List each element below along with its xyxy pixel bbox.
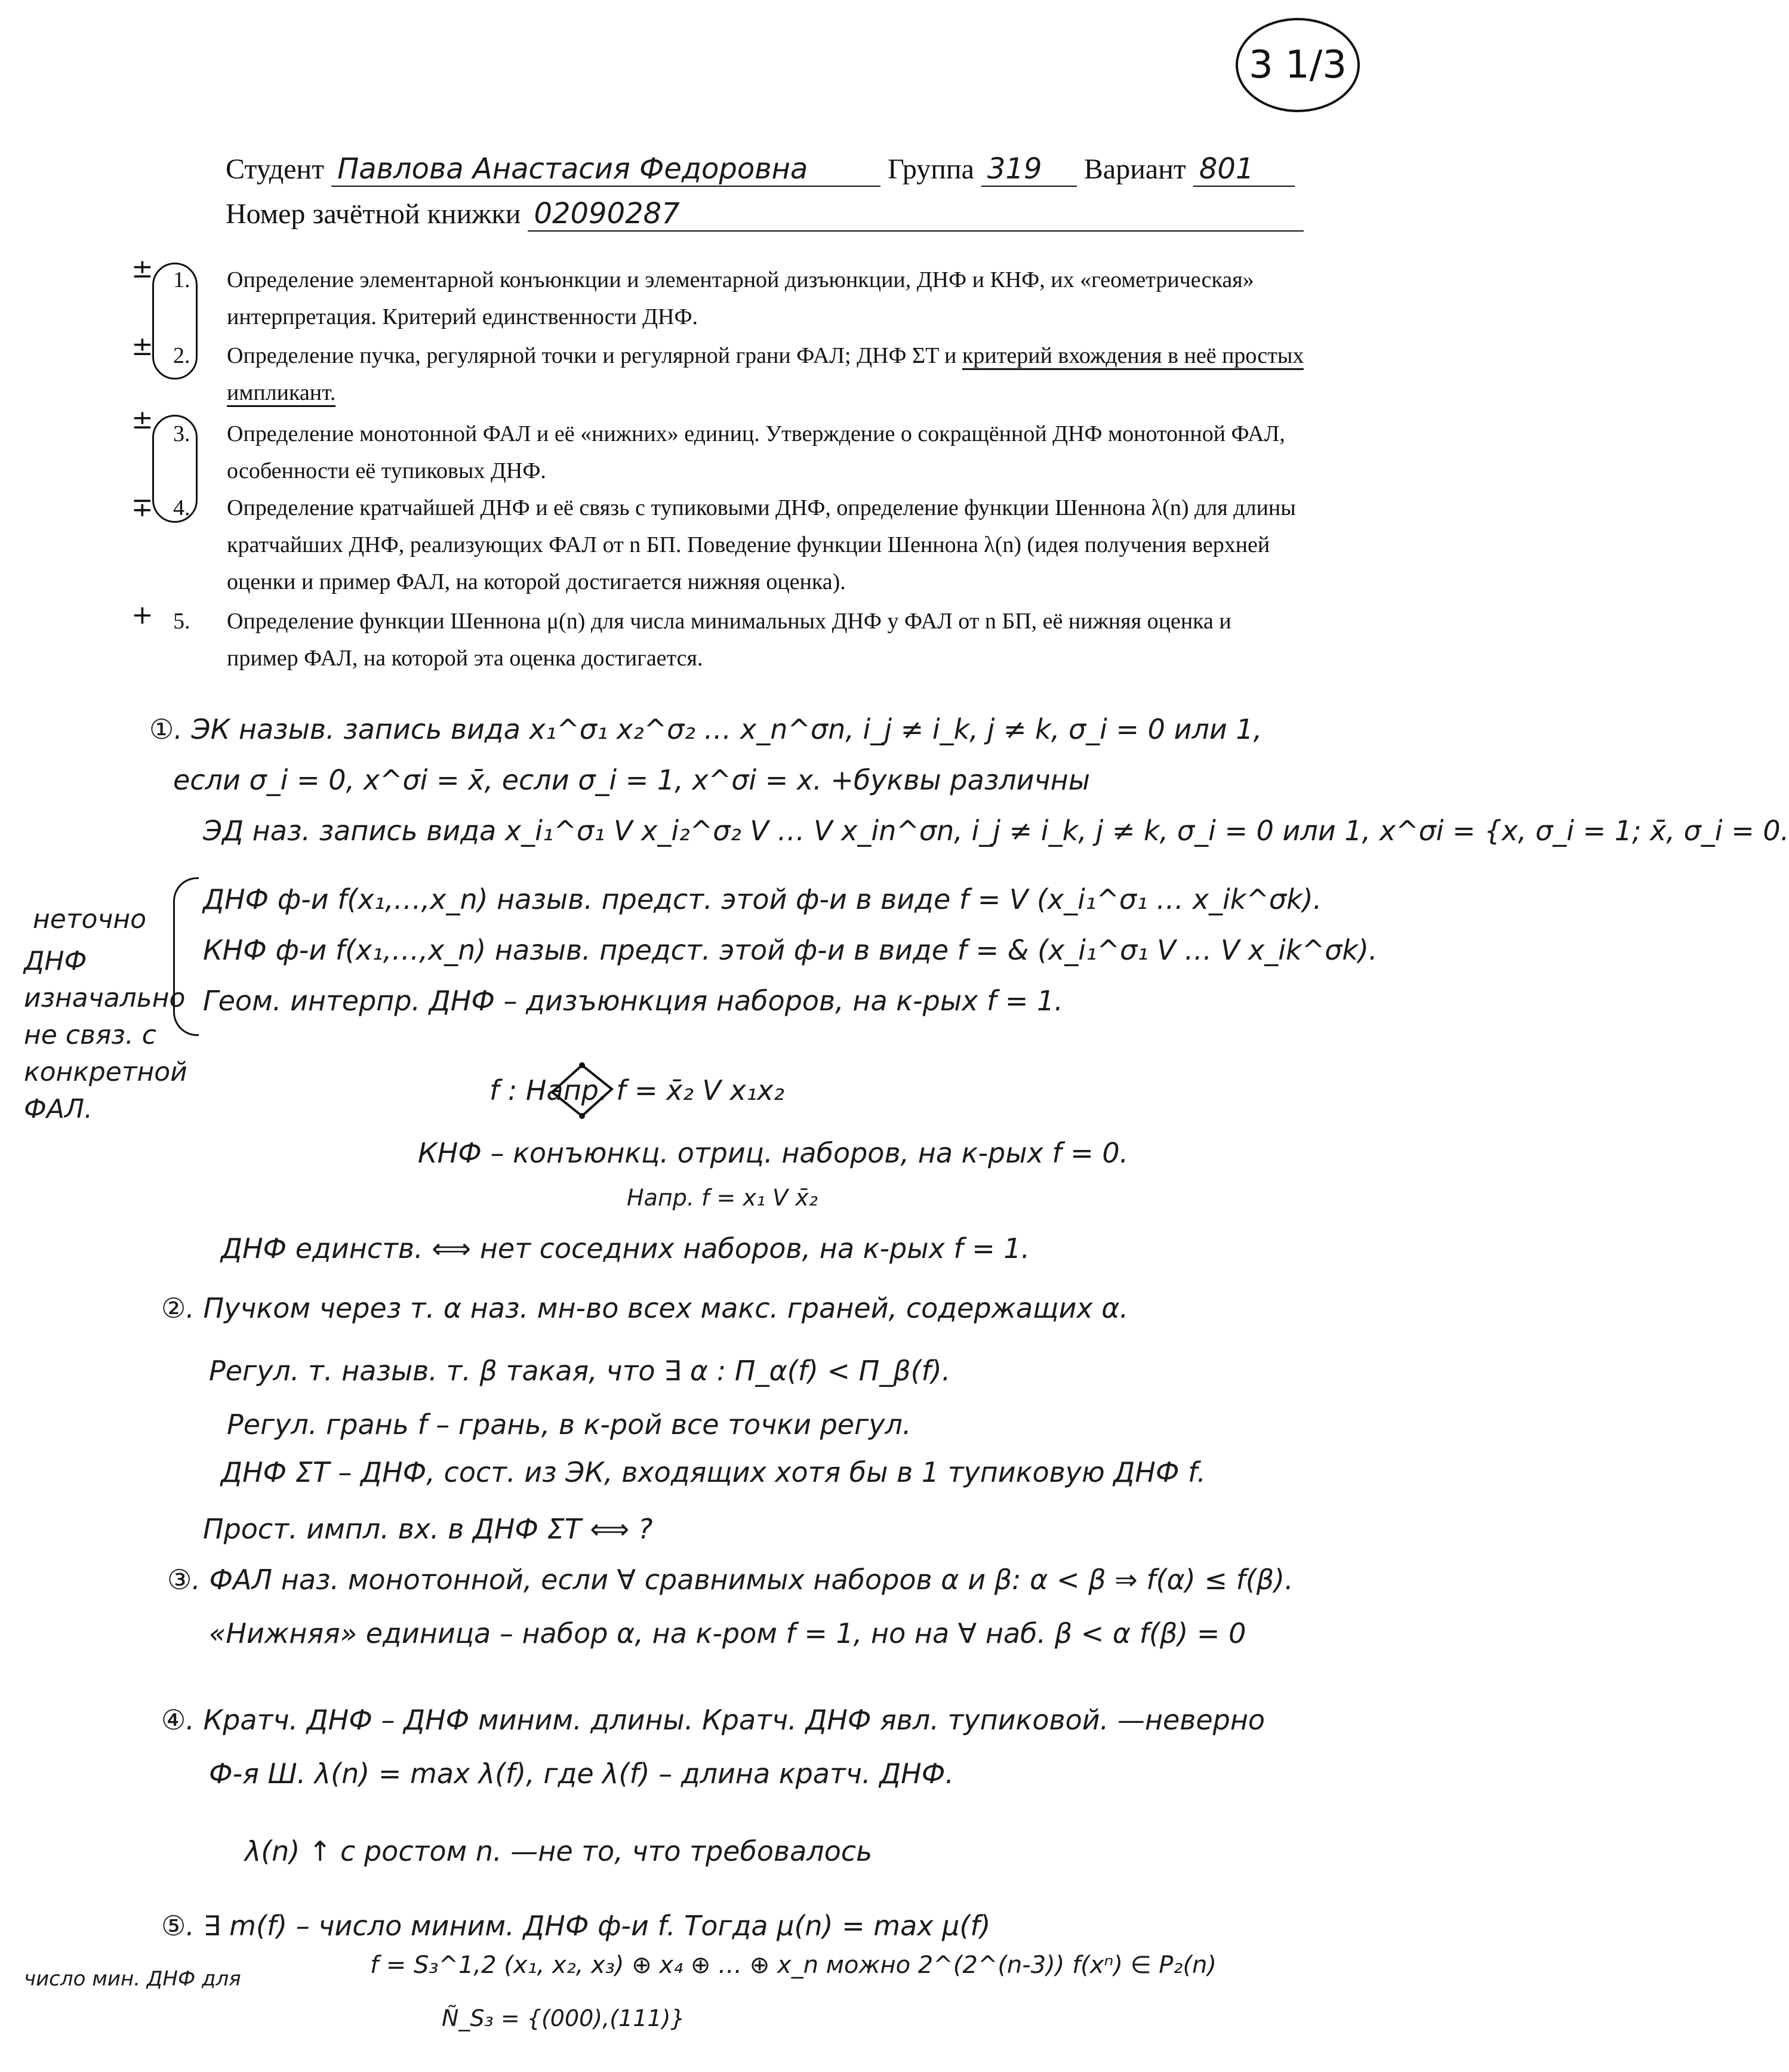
task-text-3: Определение монотонной ФАЛ и её «нижних» единиц. Утверждение о сокращённой ДНФ монотонной ФАЛ, особенности её тупиковых ДНФ. — [227, 421, 1285, 483]
answer-line-17: «Нижняя» единица – набор α, на к-ром f = 1, но на ∀ наб. β < α f(β) = 0 — [209, 1617, 1246, 1649]
task-number-3: 3. — [173, 421, 190, 446]
task-mark-3: ± — [131, 405, 153, 435]
task-mark-1: ± — [131, 254, 153, 284]
task-1 — [173, 261, 1307, 335]
group-label: Группа — [888, 153, 974, 185]
answer-line-9: Напр. f = x₁ V x̄₂ — [627, 1185, 818, 1211]
answer-line-3: ЭД наз. запись вида x_i₁^σ₁ V x_i₂^σ₂ V … V x_in^σn, i_j ≠ i_k, j ≠ k, σ_i = 0 или 1, x^σi = {x, σ_i = 1; x̄, σ_i = 0. — [203, 815, 1789, 847]
task-5 — [173, 603, 1307, 677]
student-label: Студент — [226, 153, 325, 185]
side-note-2: ДНФ изначально не связ. с конкретной ФАЛ. — [24, 946, 187, 1124]
side-note-3: число мин. ДНФ для — [24, 1967, 241, 1991]
student-line — [226, 152, 1295, 187]
answer-line-12: Регул. т. назыв. т. β такая, что ∃ α : П_α(f) < П_β(f). — [209, 1355, 951, 1387]
student-name: Павлова Анастасия Федоровна — [337, 152, 808, 186]
book-line — [226, 197, 1304, 232]
answer-line-8: КНФ – конъюнкц. отриц. наборов, на к-рых f = 0. — [418, 1137, 1129, 1169]
answer-line-10: ДНФ единств. ⟺ нет соседних наборов, на к-рых f = 1. — [221, 1232, 1030, 1265]
answer-line-13: Регул. грань f – грань, в к-рой все точки регул. — [227, 1408, 912, 1441]
side-note-dnf — [24, 943, 187, 1128]
task-mark-4: ∓ — [131, 492, 153, 523]
grade-circle — [1236, 18, 1360, 112]
answer-line-18: ④. Кратч. ДНФ – ДНФ миним. длины. Кратч. ДНФ явл. тупиковой. —неверно — [161, 1704, 1265, 1736]
task-3 — [173, 415, 1307, 489]
answer-line-20: λ(n) ↑ с ростом n. —не то, что требовалось — [245, 1835, 873, 1867]
task-mark-5: + — [131, 600, 153, 630]
variant-label: Вариант — [1083, 153, 1186, 185]
book-number: 02090287 — [534, 197, 680, 230]
task-4 — [173, 489, 1307, 600]
book-label: Номер зачётной книжки — [226, 198, 521, 230]
brace-answer-1 — [173, 877, 199, 1036]
task-number-5: 5. — [173, 609, 190, 634]
answer-line-21: ⑤. ∃ m(f) – число миним. ДНФ ф-и f. Тогда μ(n) = max μ(f) — [161, 1910, 991, 1942]
task-number-2: 2. — [173, 343, 190, 368]
answer-line-5: КНФ ф-и f(x₁,…,x_n) назыв. предст. этой ф-и в виде f = & (x_i₁^σ₁ V … V x_ik^σk). — [203, 934, 1378, 966]
answer-line-23: Ñ_S₃ = {(000),(111)} — [442, 2005, 685, 2031]
side-note-inaccurate — [33, 901, 182, 938]
answer-line-11: ②. Пучком через т. α наз. мн-во всех макс. граней, содержащих α. — [161, 1292, 1129, 1324]
task-number-4: 4. — [173, 495, 190, 520]
task-text-1: Определение элементарной конъюнкции и элементарной дизъюнкции, ДНФ и КНФ, их «геометрическая» интерпретация. Критерий единственности ДНФ. — [227, 267, 1254, 329]
side-note-1: неточно — [33, 904, 147, 935]
task-text-5: Определение функции Шеннона μ(n) для числа минимальных ДНФ у ФАЛ от n БП, её нижняя оценка и пример ФАЛ, на которой эта оценка достигается. — [227, 609, 1231, 671]
answer-line-1: ①. ЭК назыв. запись вида x₁^σ₁ x₂^σ₂ … x_n^σn, i_j ≠ i_k, j ≠ k, σ_i = 0 или 1, — [149, 713, 1263, 745]
task-mark-2: ± — [131, 331, 153, 362]
answer-line-19: Ф-я Ш. λ(n) = max λ(f), где λ(f) – длина кратч. ДНФ. — [209, 1758, 954, 1790]
task-2 — [173, 337, 1307, 411]
answer-line-4: ДНФ ф-и f(x₁,…,x_n) назыв. предст. этой ф-и в виде f = V (x_i₁^σ₁ … x_ik^σk). — [203, 883, 1322, 915]
answer-line-16: ③. ФАЛ наз. монотонной, если ∀ сравнимых наборов α и β: α < β ⇒ f(α) ≤ f(β). — [167, 1564, 1294, 1596]
answer-line-2: если σ_i = 0, x^σi = x̄, если σ_i = 1, x^σi = x. +буквы различны — [173, 764, 1091, 796]
grade-value: 3 1/3 — [1248, 43, 1347, 87]
task-text-2a: Определение пучка, регулярной точки и регулярной грани ФАЛ; ДНФ ΣT и — [227, 343, 962, 368]
group-value: 319 — [987, 152, 1042, 186]
answer-line-7: f : Напр. f = x̄₂ V x₁x₂ — [489, 1074, 784, 1106]
task-text-2b-underlined: критерий вхождения в неё простых импликант. — [227, 343, 1304, 407]
answer-line-14: ДНФ ΣT – ДНФ, сост. из ЭК, входящих хотя бы в 1 тупиковую ДНФ f. — [221, 1456, 1206, 1488]
task-number-1: 1. — [173, 267, 190, 292]
answer-line-22: f = S₃^1,2 (x₁, x₂, x₃) ⊕ x₄ ⊕ … ⊕ x_n можно 2^(2^(n-3)) f(xⁿ) ∈ P₂(n) — [370, 1951, 1217, 1979]
variant-value: 801 — [1199, 152, 1254, 186]
cube-sketch-icon — [540, 1050, 630, 1128]
answer-line-15: Прост. импл. вх. в ДНФ ΣT ⟺ ? — [203, 1513, 653, 1545]
answer-line-6: Геом. интерпр. ДНФ – дизъюнкция наборов, на к-рых f = 1. — [203, 985, 1063, 1017]
task-text-4: Определение кратчайшей ДНФ и её связь с тупиковыми ДНФ, определение функции Шеннона λ(n) для длины кратчайших ДНФ, реализующих ФАЛ от n БП. Поведение функции Шеннона λ(n) (идея получения верхней оценки и пример ФАЛ, на которой достигается нижняя оценка). — [227, 495, 1296, 594]
